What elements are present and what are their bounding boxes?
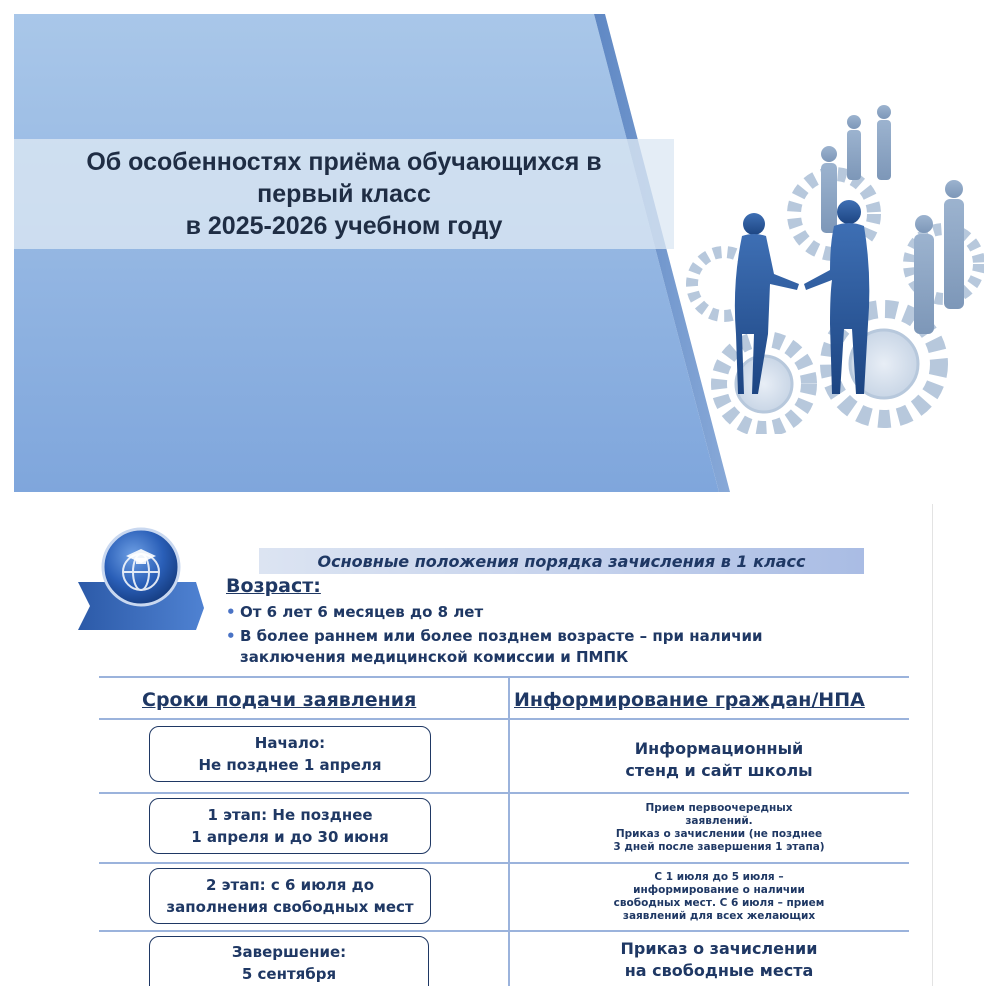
list-item: • От 6 лет 6 месяцев до 8 лет (226, 603, 484, 621)
title-band (14, 139, 674, 249)
title-line-3: в 2025-2026 учебном году (185, 212, 503, 240)
table-top-rule (99, 676, 909, 678)
section-header: Основные положения порядка зачисления в 1 класс (317, 551, 806, 571)
row-divider (99, 792, 909, 794)
column-header-information: Информирование граждан/НПА (514, 689, 865, 711)
info-cell-stage-2: С 1 июля до 5 июля – информирование о наличии свободных мест. С 6 июля – прием заявлений для всех желающих (613, 871, 825, 922)
column-header-deadlines: Сроки подачи заявления (142, 689, 417, 711)
info-cell-stage-1: Прием первоочередных заявлений. Приказ о зачислении (не позднее 3 дней после завершения 1 этапа) (613, 802, 825, 853)
stage-box-stage-2: 2 этап: с 6 июля до заполнения свободных мест (149, 868, 431, 924)
title-line-1: Об особенностях приёма обучающихся в (86, 148, 602, 176)
title-slide (14, 14, 986, 492)
info-cell-end: Приказ о зачислении на свободные места (620, 939, 818, 980)
title-line-2: первый класс (257, 180, 431, 208)
header-underline (99, 718, 909, 720)
row-divider (99, 862, 909, 864)
enrollment-rules-slide (14, 504, 986, 986)
age-title: Возраст: (226, 575, 321, 597)
stage-box-stage-1: 1 этап: Не позднее 1 апреля и до 30 июня (149, 798, 431, 854)
row-divider (99, 930, 909, 932)
stage-box-start: Начало: Не позднее 1 апреля (149, 726, 431, 782)
list-item: • В более раннем или более позднем возрасте – при наличии заключения медицинской комиссии и ПМПК (226, 627, 763, 666)
business-handshake-illustration (684, 94, 984, 434)
stage-box-end: Завершение: 5 сентября (149, 936, 429, 986)
table-column-divider (508, 676, 510, 986)
globe-graduation-cap-icon (76, 522, 206, 632)
info-cell-start: Информационный стенд и сайт школы (625, 739, 813, 780)
section-header-bar (259, 548, 864, 574)
age-list (224, 602, 924, 671)
slide-edge-rule (932, 504, 933, 986)
